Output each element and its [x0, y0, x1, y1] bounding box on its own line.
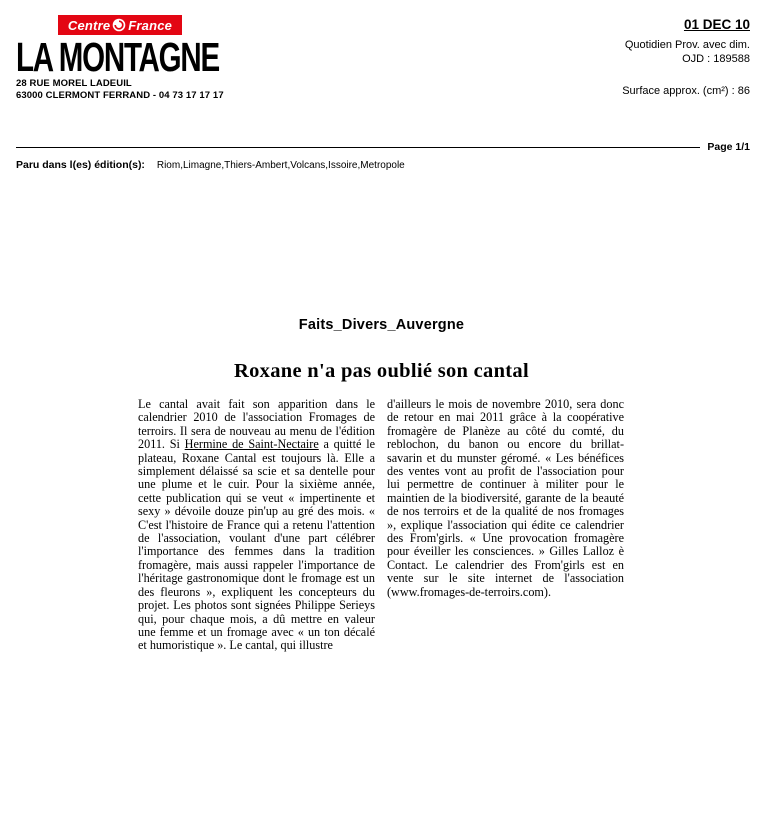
newspaper-logo-block	[16, 15, 346, 102]
article-column-2: d'ailleurs le mois de novembre 2010, sera donc de retour en mai 2011 grâce à la coopérative fromagère de Planèze au côté du comté, du reblochon, du banon ou encore du brillat-savarin et du munster géromé. « Les bénéfices des ventes vont au profit de l'association pour lui permettre de continuer à militer pour le maintien de la biodiversité, garante de la beauté de nos terroirs et de la qualité de nos fromages », explique l'association qui édite ce calendrier des From'girls. « Une provocation fromagère pour éveiller les consciences. » Gilles Lalloz è Contact. Le calendrier des From'girls est en vente sur le site internet de l'association (www.fromages-de-terroirs.com).	[387, 397, 624, 599]
publication-date: 01 DEC 10	[683, 17, 750, 32]
editions-row	[16, 159, 750, 171]
surface-approx: Surface approx. (cm²) : 86	[622, 85, 750, 97]
horizontal-divider	[16, 147, 700, 148]
ojd-number: OJD : 189588	[682, 53, 750, 65]
newspaper-name: LA MONTAGNE	[16, 33, 219, 80]
article-title: Roxane n'a pas oublié son cantal	[234, 360, 529, 382]
publication-meta-block	[622, 15, 750, 102]
article-column-1	[138, 398, 375, 653]
column1-text-pre: Le cantal avait fait son apparition dans le calendrier 2010 de l'association Fromages de terroirs. Il sera de nouveau au menu de l'édition 2011. Si	[138, 397, 375, 452]
address-line-1: 28 RUE MOREL LADEUIL	[16, 78, 132, 89]
centre-france-banner-left: Centre	[67, 17, 111, 33]
column1-text-post: a quitté le plateau, Roxane Cantal est toujours là. Elle a simplement délaissé sa scie et sa dentelle pour une plume et le cuir. Pour la sixième année, cette publication qui se veut « impertinente et sexy » dévoile douze pin'up au gré des mois. « C'est l'histoire de France qui a retenu l'attention de l'association, voulant d'une part célébrer l'importance des femmes dans la tradition fromagère, mais aussi rappeler l'importance de l'héritage gastronomique dont le fromage est un des fleurons », expliquent les concepteurs du projet. Les photos sont signées Philippe Serieys qui, pour chaque mois, a dû mettre en valeur une femme et un fromage avec « un ton décalé et humoristique ». Le cantal, qui illustre	[138, 437, 375, 653]
editions-label: Paru dans l(es) édition(s):	[16, 159, 145, 171]
page-indicator: Page 1/1	[707, 141, 750, 153]
article	[0, 317, 763, 653]
editions-list: Riom,Limagne,Thiers-Ambert,Volcans,Issoire,Metropole	[156, 160, 405, 171]
address-line-2: 63000 CLERMONT FERRAND - 04 73 17 17 17	[16, 90, 224, 101]
newspaper-address	[16, 78, 346, 102]
centre-france-banner-right: France	[128, 17, 173, 33]
article-section-label: Faits_Divers_Auvergne	[298, 317, 465, 333]
centre-france-banner	[58, 15, 182, 35]
underlined-keyword: Hermine de Saint-Nectaire	[184, 437, 319, 452]
header-divider-row	[16, 141, 750, 153]
clipping-header	[0, 0, 763, 102]
periodicity-label: Quotidien Prov. avec dim.	[624, 39, 750, 51]
article-body	[138, 398, 625, 653]
centre-france-logo-icon	[112, 18, 126, 32]
